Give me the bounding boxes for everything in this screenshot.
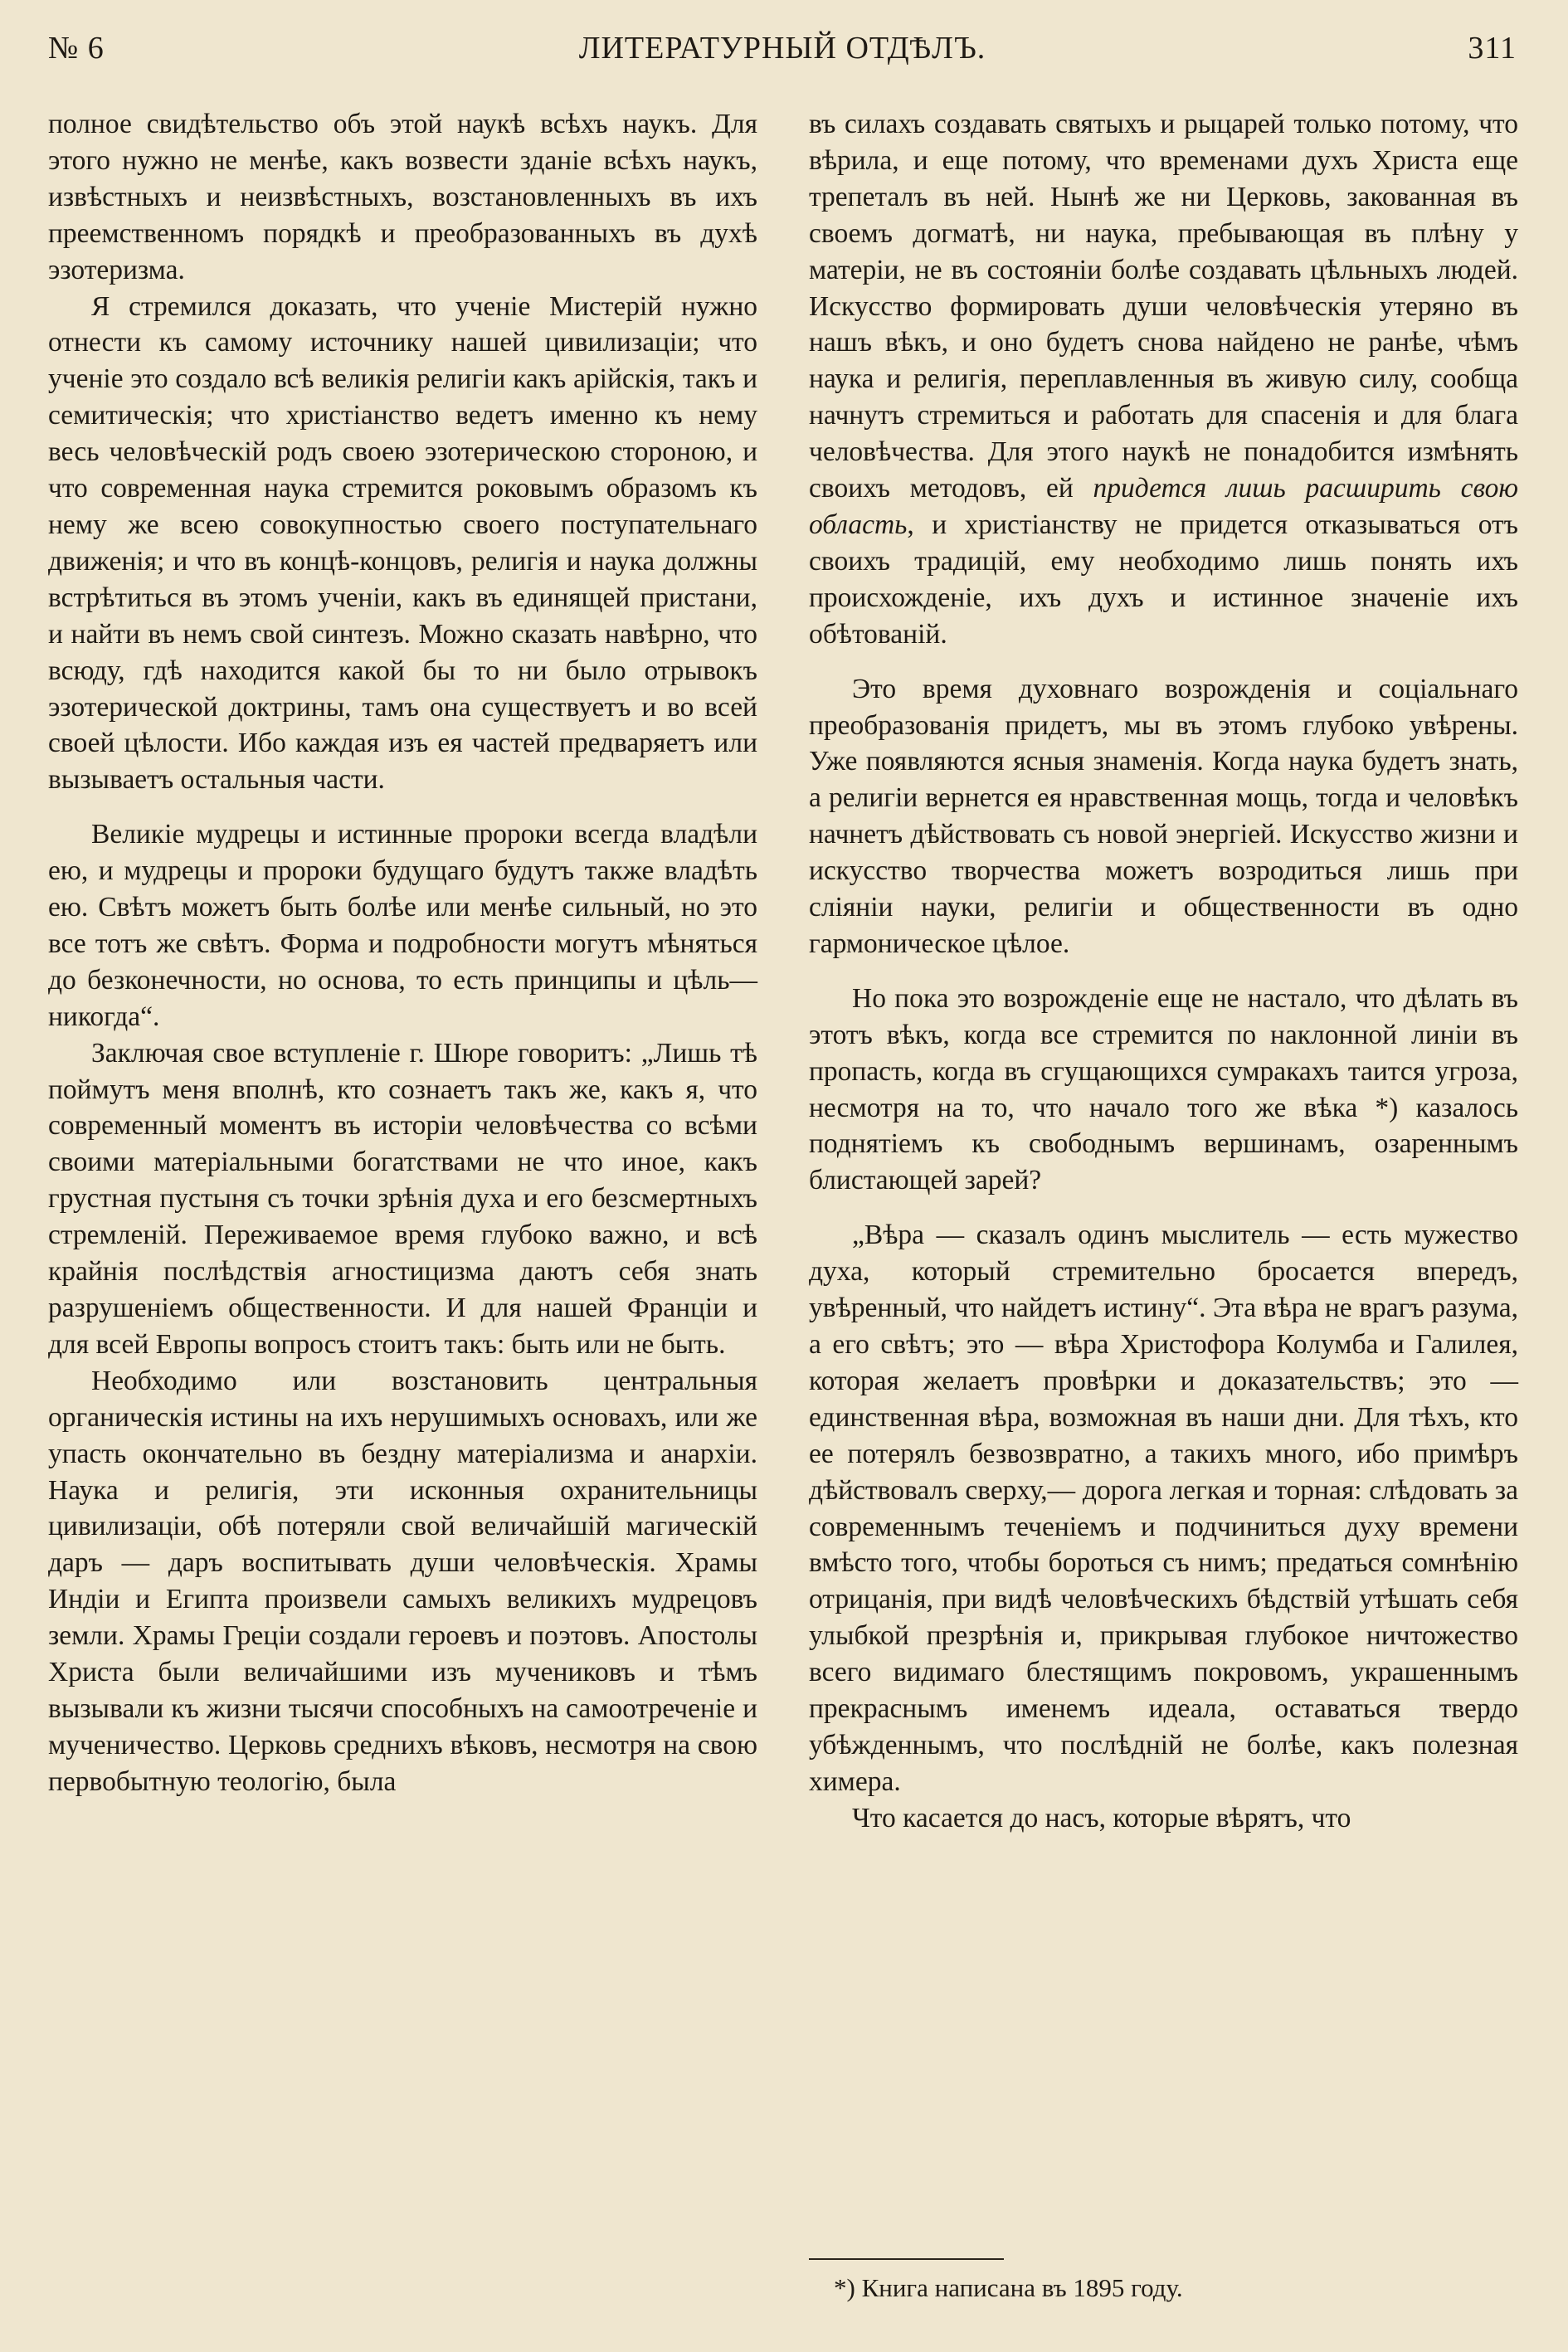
paragraph: полное свидѣтельство объ этой наукѣ всѣхъ наукъ. Для этого нужно не менѣе, какъ возвести зданіе всѣхъ наукъ, извѣстныхъ и неизвѣстныхъ, возстановленныхъ въ ихъ преемственномъ порядкѣ и преобразованныхъ въ духѣ эзотеризма. [48, 109, 757, 285]
right-column [809, 106, 1518, 1837]
section-title: ЛИТЕРАТУРНЫЙ ОТДѢЛЪ. [578, 31, 986, 66]
footnote-rule [809, 2258, 1004, 2260]
running-header [48, 25, 1517, 75]
paragraph: Что касается до насъ, которые вѣрятъ, что [852, 1802, 1351, 1833]
paragraph: Великіе мудрецы и истинные пророки всегда владѣли ею, и мудрецы и пророки будущаго будутъ также владѣть ею. Свѣтъ можетъ быть болѣе или менѣе сильный, но это все тотъ же свѣтъ. Форма и подробности могутъ мѣняться до безконечности, но основа, то есть принципы и цѣль—никогда“. [48, 819, 757, 1032]
paragraph: Необходимо или возстановить центральныя органическія истины на ихъ нерушимыхъ основахъ, или же упасть окончательно въ бездну матеріализма и анархіи. Наука и религія, эти исконныя охранительницы цивилизаціи, обѣ потеряли свой величайшій магическій даръ — даръ воспитывать души человѣческія. Храмы Индіи и Египта произвели самыхъ великихъ мудрецовъ земли. Храмы Греціи создали героевъ и поэтовъ. Апостолы Христа были величайшими изъ мучениковъ и тѣмъ вызывали къ жизни тысячи способныхъ на самоотреченіе и мученичество. Церковь среднихъ вѣковъ, несмотря на свою первобытную теологію, была [48, 1365, 757, 1797]
paragraph-text: въ силахъ создавать святыхъ и рыцарей только потому, что вѣрила, и еще потому, что временами духъ Христа еще трепеталъ въ ней. Нынѣ же ни Церковь, закованная въ своемъ догматѣ, ни наука, пребывающая въ плѣну у матеріи, не въ состояніи болѣе создавать цѣльныхъ людей. Искусство формировать души человѣческія утеряно въ нашъ вѣкъ, и оно будетъ снова найдено не ранѣе, чѣмъ наука и религія, переплавленныя въ живую силу, сообща начнутъ стремиться и работать для спасенія и для блага человѣчества. Для этого наукѣ не понадобится измѣнять своихъ методовъ, ей [809, 109, 1518, 504]
paragraph: Я стремился доказать, что ученіе Мистерій нужно отнести къ самому источнику нашей цивилизаціи; что ученіе это создало всѣ великія религіи какъ арійскія, такъ и семитическія; что христіанство ведетъ именно къ нему весь человѣческій родъ своею эзотерическою стороною, и что современная наука стремится роковымъ образомъ къ нему же всею совокупностью своего поступательнаго движенія; и что въ концѣ-концовъ, религія и наука должны встрѣтиться въ этомъ ученіи, какъ въ единящей пристани, и найти въ немъ свой синтезъ. Можно сказать навѣрно, что всюду, гдѣ находится какой бы то ни было отрывокъ эзотерической доктрины, тамъ она существуетъ и во всей своей цѣлости. Ибо каждая изъ ея частей предваряетъ или вызываетъ остальныя части. [48, 290, 757, 796]
paragraph [809, 106, 1518, 653]
page-number: 311 [1468, 31, 1517, 66]
paragraph: „Вѣра — сказалъ одинъ мыслитель — есть мужество духа, который стремительно бросается впередъ, увѣренный, что найдетъ истину“. Эта вѣра не врагъ разума, а его свѣтъ; это — вѣра Христофора Колумба и Галилея, которая желаетъ провѣрки и доказательствъ; это — единственная вѣра, возможная въ наши дни. Для тѣхъ, кто ее потерялъ безвозвратно, а такихъ много, ибо примѣръ дѣйствовалъ сверху,— дорога легкая и торная: слѣдовать за современнымъ теченіемъ и подчиниться духу времени вмѣсто того, чтобы бороться съ нимъ; предаться сомнѣнію отрицанія, при видѣ человѣческихъ бѣдствій утѣшать себя улыбкой презрѣнія и, прикрывая глубокое ничтожество всего видимаго блестящимъ покровомъ, украшеннымъ прекраснымъ именемъ идеала, оставаться твердо убѣжденнымъ, что послѣдній не болѣе, какъ полезная химера. [809, 1220, 1518, 1797]
issue-number: № 6 [48, 31, 105, 66]
italic-phrase: придется лишь расширить свою область [809, 473, 1518, 540]
left-column [48, 106, 757, 1800]
paragraph-tail: , и христіанству не придется отказываться отъ своихъ традицій, ему необходимо лишь понять ихъ происхожденіе, ихъ духъ и истинное значеніе ихъ обѣтованій. [809, 509, 1518, 650]
paragraph: Но пока это возрожденіе еще не настало, что дѣлать въ этотъ вѣкъ, когда все стремится по наклонной линіи въ пропасть, когда въ сгущающихся сумракахъ таится угроза, несмотря на то, что начало того же вѣка *) казалось поднятіемъ къ свободнымъ вершинамъ, озареннымъ блистающей зарей? [809, 982, 1518, 1196]
paragraph: Это время духовнаго возрожденія и соціальнаго преобразованія придетъ, мы въ этомъ глубоко увѣрены. Уже появляются ясныя знаменія. Когда наука будетъ знать, а религіи вернется ея нравственная мощь, тогда и человѣкъ начнетъ дѣйствовать съ новой энергіей. Искусство жизни и искусство творчества можетъ возродиться лишь при сліяніи науки, религіи и общественности въ одно гармоническое цѣлое. [809, 673, 1518, 959]
paragraph: Заключая свое вступленіе г. Шюре говоритъ: „Лишь тѣ поймутъ меня вполнѣ, кто сознаетъ такъ же, какъ я, что современный моментъ въ исторіи человѣчества со всѣми своими матеріальными богатствами не что иное, какъ грустная пустыня съ точки зрѣнія духа и его безсмертныхъ стремленій. Переживаемое время глубоко важно, и всѣ крайнія послѣдствія агностицизма даютъ себя знать разрушеніемъ общественности. И для нашей Франціи и для всей Европы вопросъ стоитъ такъ: быть или не быть. [48, 1037, 757, 1360]
footnote: *) Книга написана въ 1895 году. [834, 2273, 1183, 2302]
